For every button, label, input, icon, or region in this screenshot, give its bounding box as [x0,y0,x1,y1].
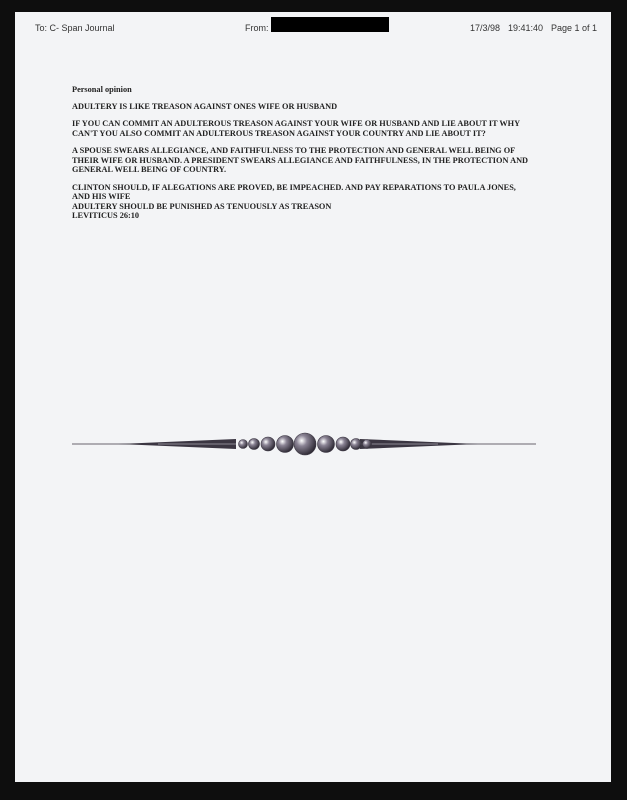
paragraph-4-line-3: LEVITICUS 26:10 [72,211,140,220]
paragraph-2: IF YOU CAN COMMIT AN ADULTEROUS TREASON AGAINST YOUR WIFE OR HUSBAND AND LIE ABOUT IT WHY CAN'T YOU ALSO COMMIT AN ADULTEROUS TREASON AGAINST YOUR COUNTRY AND LIE ABOUT IT? [72,119,520,138]
paragraph-3: A SPOUSE SWEARS ALLEGIANCE, AND FAITHFULNESS TO THE PROTECTION AND GENERAL WELL BEING OF THEIR WIFE OR HUSBAND. A PRESIDENT SWEARS ALLEGIANCE AND FAITHFULNESS, IN THE PROTECTION AND GENERAL WELL BEING OF COUNTRY. [72,146,529,174]
fax-to: To: C- Span Journal [35,23,115,33]
fax-page-count: Page 1 of 1 [551,23,598,33]
fax-header [15,12,611,42]
paragraph-4-line-2: ADULTERY SHOULD BE PUNISHED AS TENUOUSLY AS TREASON [72,201,332,211]
decorative-divider [58,418,540,468]
paragraph-1: ADULTERY IS LIKE TREASON AGAINST ONES WIFE OR HUSBAND [72,101,338,111]
letter-title: Personal opinion [72,85,132,94]
paragraph-4-line-1: CLINTON SHOULD, IF ALEGATIONS ARE PROVED, BE IMPEACHED. AND PAY REPARATIONS TO PAULA JONES, AND HIS WIFE [72,182,516,201]
fax-time: 19:41:40 [508,23,544,33]
redacted-sender [271,17,389,32]
fax-date: 17/3/98 [470,23,501,33]
fax-from-label: From: [245,23,269,33]
letter-body [72,85,532,221]
